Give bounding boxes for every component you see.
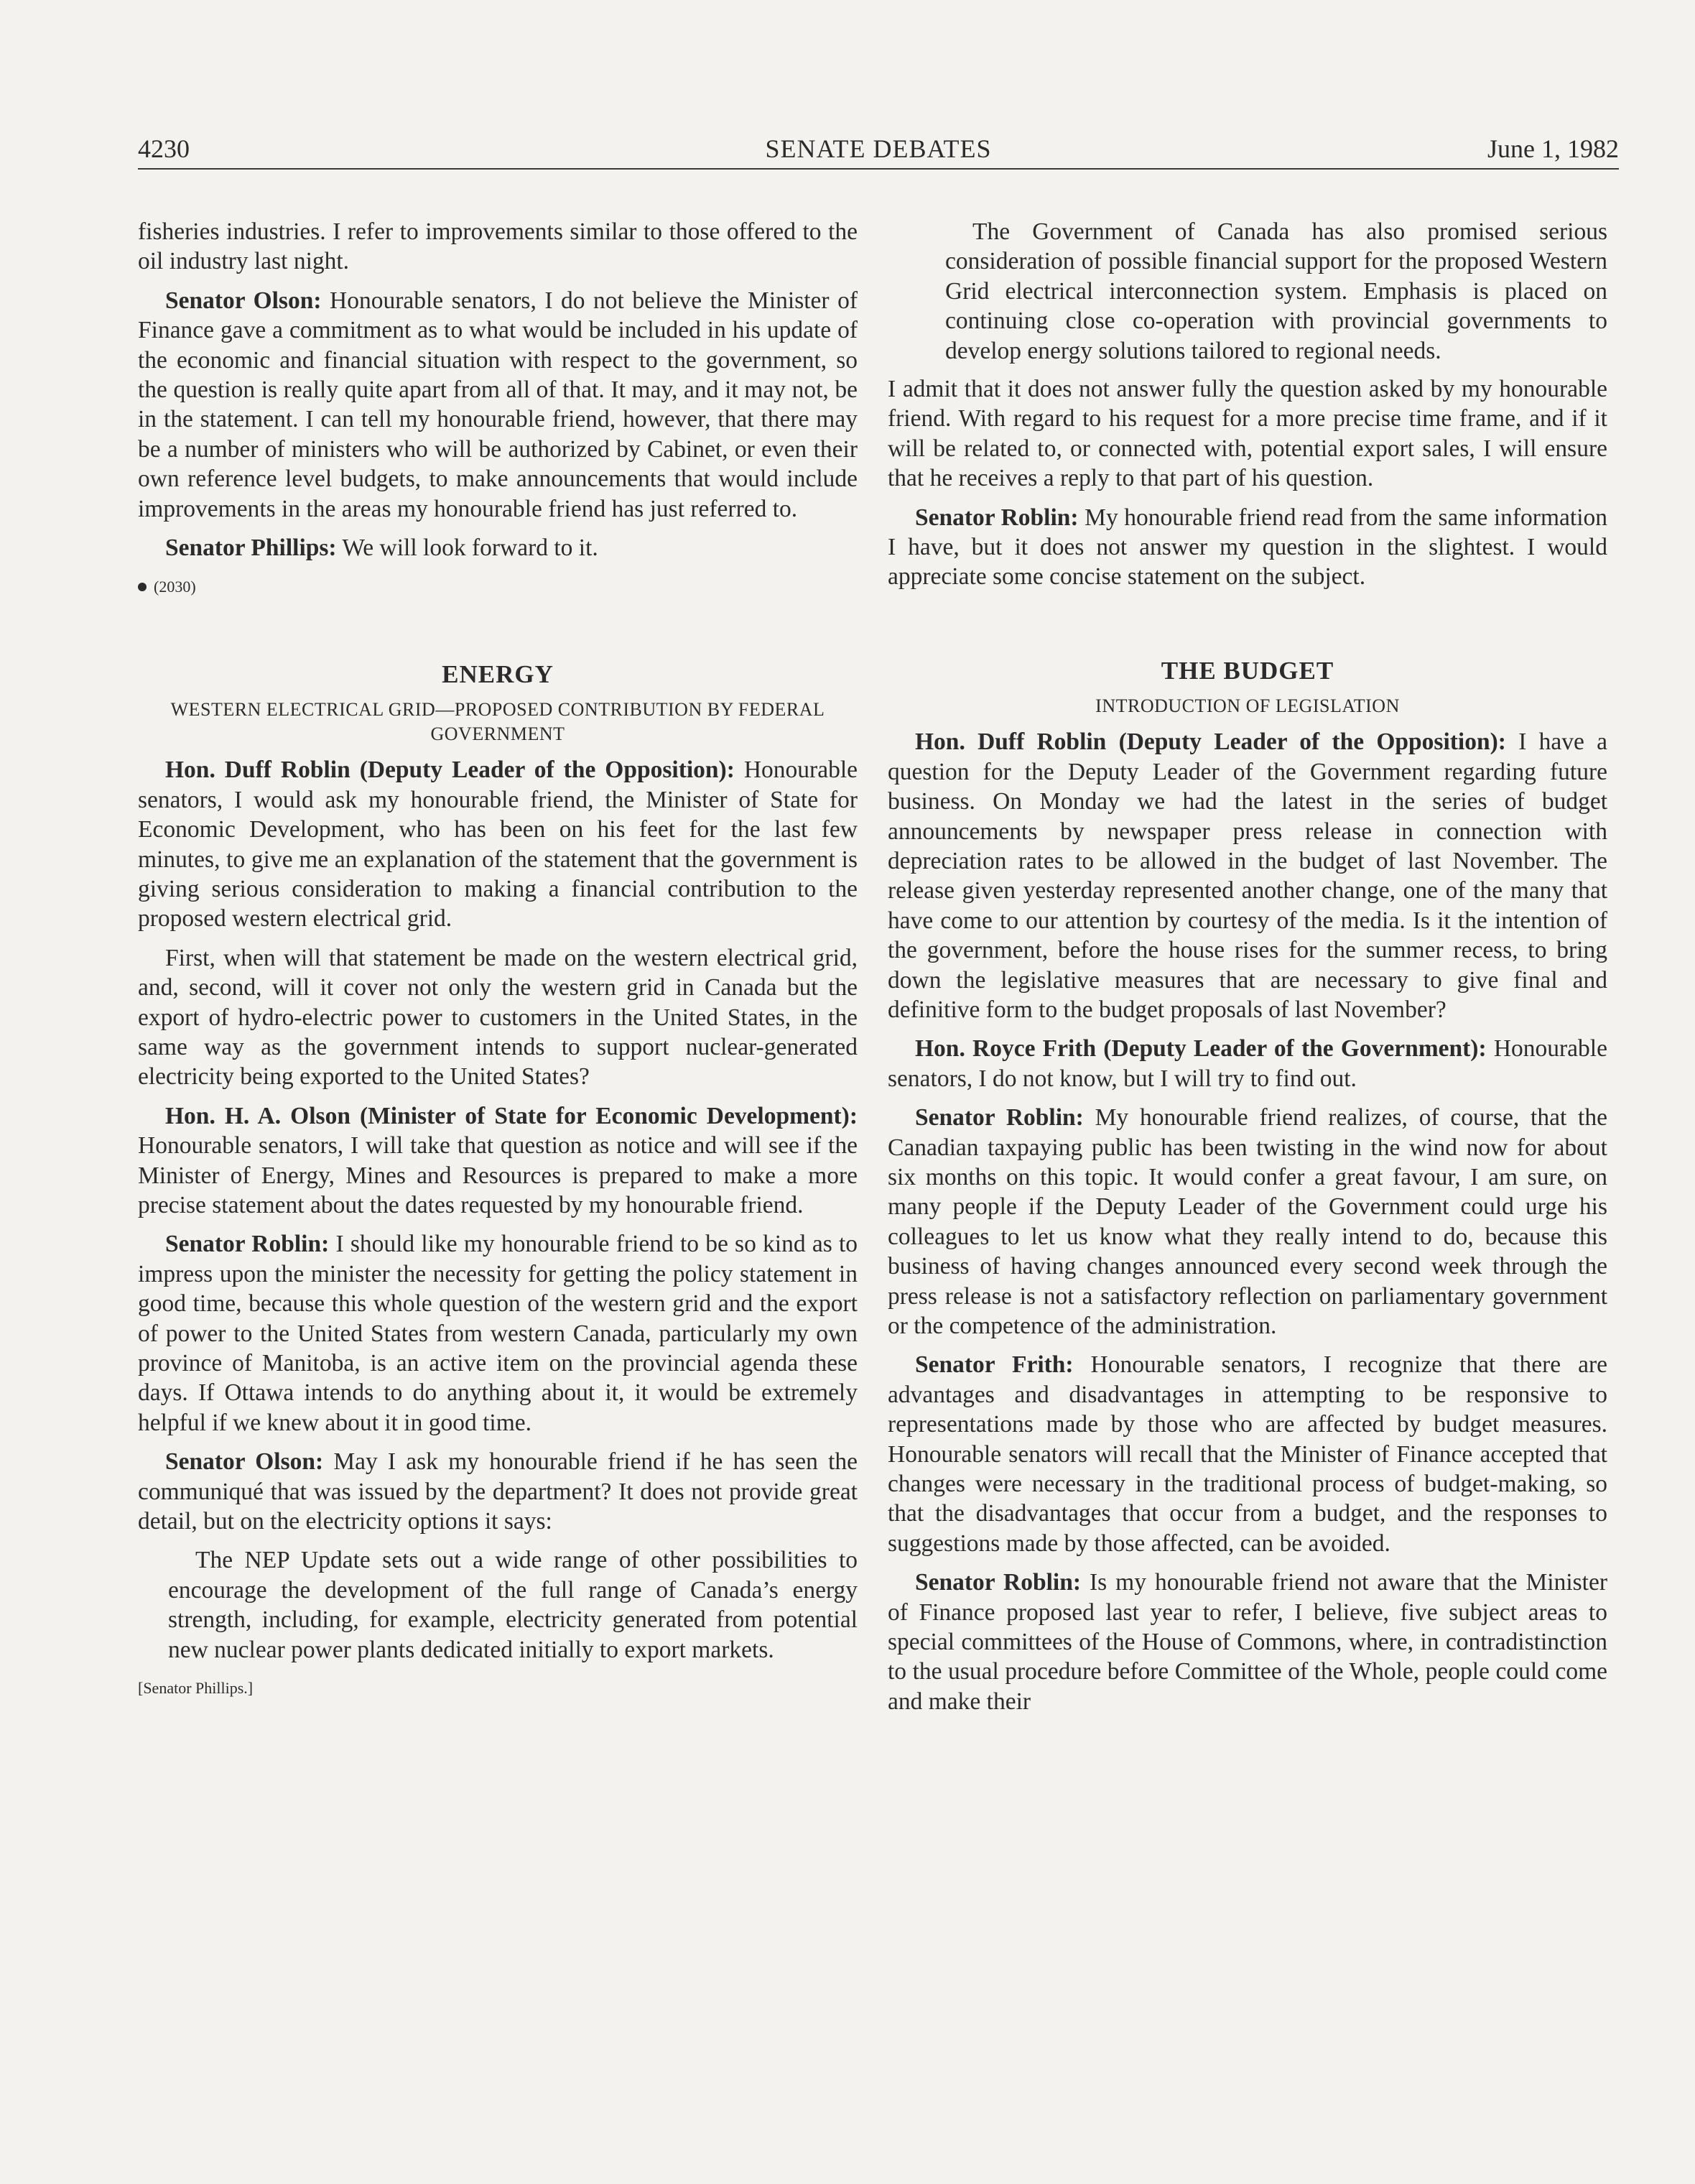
section-title: THE BUDGET [1161,656,1334,685]
paragraph [888,1568,1607,1716]
paragraph: fisheries industries. I refer to improvements similar to those offered to the oil industry last night. [138,218,858,275]
section-gap [138,602,858,660]
block-quote: The Government of Canada has also promised serious consideration of possible financial support for the proposed Western Grid electrical interconnection system. Emphasis is placed on continuing close co-operation with provincial governments to develop energy solutions tailored to regional needs. [945,218,1607,364]
speech-text: Honourable senators, I will take that question as notice and will see if the Minister of Energy, Mines and Resources is prepared to make a more precise statement about the dates requested by my honourable friend. [138,1132,858,1218]
paragraph [138,1229,858,1438]
bullet-icon [138,583,147,591]
section-gap [888,601,1607,656]
paragraph [138,755,858,933]
speaker-name: Hon. Duff Roblin (Deputy Leader of the Opposition): [915,728,1506,756]
section-subtitle: INTRODUCTION OF LEGISLATION [1095,695,1400,717]
speech-text: Honourable senators, I do not know, but I will try to find out. [888,1035,1607,1092]
speech-text: My honourable friend realizes, of course, that the Canadian taxpaying public has been twisting in the wind now for about six months on this topic. It would confer a great favour, I am sure, on many people if the Deputy Leader of the Government could urge his colleagues to let us know what they really intend to do, because this business of having changes announced every second week through the press release is not a satisfactory reflection on parliamentary government or the competence of the administration. [888,1104,1607,1339]
speaker-name: Senator Roblin: [915,504,1079,531]
paragraph [138,286,858,524]
speaker-name: Senator Frith: [915,1351,1074,1379]
paragraph [138,1447,858,1536]
publication-date: June 1, 1982 [1487,134,1619,163]
speech-text: Honourable senators, I would ask my honourable friend, the Minister of State for Economic Development, who has been on his feet for the last few minutes, to give me an explanation of the statement that the government is giving serious consideration to making a financial contribution to the proposed western electrical grid. [138,756,858,933]
speaker-name: Hon. Duff Roblin (Deputy Leader of the Opposition): [165,756,735,784]
speaker-name: Senator Roblin: [915,1104,1084,1132]
speaker-name: Hon. Royce Frith (Deputy Leader of the Government): [915,1035,1487,1063]
publication-title: SENATE DEBATES [765,134,992,163]
page-number: 4230 [138,134,190,163]
paragraph [888,1350,1607,1558]
speech-text: Honourable senators, I do not believe the Minister of Finance gave a commitment as to what would be included in his update of the economic and financial situation with respect to the government, so the question is really quite apart from all of that. It may, and it may not, be in the statement. I can tell my honourable friend, however, that there may be a number of ministers who will be authorized by Cabinet, or even their own reference level budgets, to make announcements that would include improvements in the areas my honourable friend has just referred to. [138,287,858,522]
time-marker [138,572,858,601]
speech-text: I have a question for the Deputy Leader of the Government regarding future business. On Monday we had the latest in the series of budget announcements by newspaper press release in connection with depreciation rates to be allowed in the budget of last November. The release given yesterday represented another change, one of the many that have come to our attention by courtesy of the media. Is it the intention of the government, before the house rises for the summer recess, to bring down the legislative measures that are necessary to give final and definitive form to the budget proposals of last November? [888,728,1608,1023]
block-quote: The NEP Update sets out a wide range of other possibilities to encourage the development of the full range of Canada’s energy strength, including, for example, electricity generated from potential new nuclear power plants dedicated initially to export markets. [168,1547,858,1663]
page-footer-note: [Senator Phillips.] [138,1679,254,1698]
paragraph [888,1103,1607,1341]
section-subtitle: WESTERN ELECTRICAL GRID—PROPOSED CONTRIBUTION BY FEDERAL GOVERNMENT [170,699,825,745]
paragraph [888,727,1607,1024]
time-marker-text: (2030) [154,578,196,596]
speaker-name: Hon. H. A. Olson (Minister of State for Economic Development): [165,1102,858,1129]
paragraph [888,1034,1607,1093]
paragraph [888,503,1607,592]
speaker-name: Senator Roblin: [165,1231,330,1258]
speech-text: My honourable friend read from the same information I have, but it does not answer my question in the slightest. I would appreciate some concise statement on the subject. [888,504,1607,591]
paragraph [138,1101,858,1221]
left-column [138,217,858,1703]
right-column [888,217,1607,1726]
speech-text: May I ask my honourable friend if he has seen the communiqué that was issued by the department? It does not provide great detail, but on the electricity options it says: [138,1448,858,1535]
speech-text: Is my honourable friend not aware that the Minister of Finance proposed last year to refer, I believe, five subject areas to special committees of the House of Commons, where, in contradistinction to the usual procedure before Committee of the Whole, people could come and make their [888,1569,1607,1715]
paragraph [138,533,858,563]
section-title: ENERGY [442,660,554,688]
speaker-name: Senator Olson: [165,287,322,314]
speech-text: We will look forward to it. [336,535,598,562]
speaker-name: Senator Roblin: [915,1569,1082,1596]
paragraph: I admit that it does not answer fully the question asked by my honourable friend. With regard to his request for a more precise time frame, and if it will be related to, or connected with, potential export sales, I will ensure that he receives a reply to that part of his question. [888,376,1607,492]
speaker-name: Senator Olson: [165,1448,324,1476]
speech-text: I should like my honourable friend to be so kind as to impress upon the minister the necessity for getting the policy statement in good time, because this whole question of the western grid and the export of power to the United States from western Canada, particularly my own province of Manitoba, is an active item on the provincial agenda these days. If Ottawa intends to do anything about it, it would be extremely helpful if we knew about it in good time. [138,1231,858,1436]
speech-text: Honourable senators, I recognize that there are advantages and disadvantages in attempting to be responsive to representations made by those who are affected by budget measures. Honourable senators will recall that the Minister of Finance accepted that changes were necessary in the traditional process of budget-making, so that the disadvantages that occur from a budget, and the responses to suggestions made by those affected, can be avoided. [888,1351,1607,1557]
paragraph: First, when will that statement be made on the western electrical grid, and, second, will it cover not only the western grid in Canada but the export of hydro-electric power to customers in the United States, in the same way as the government intends to support nuclear-generated electricity being exported to the United States? [138,944,858,1091]
speaker-name: Senator Phillips: [165,535,337,562]
running-header [138,135,1619,170]
